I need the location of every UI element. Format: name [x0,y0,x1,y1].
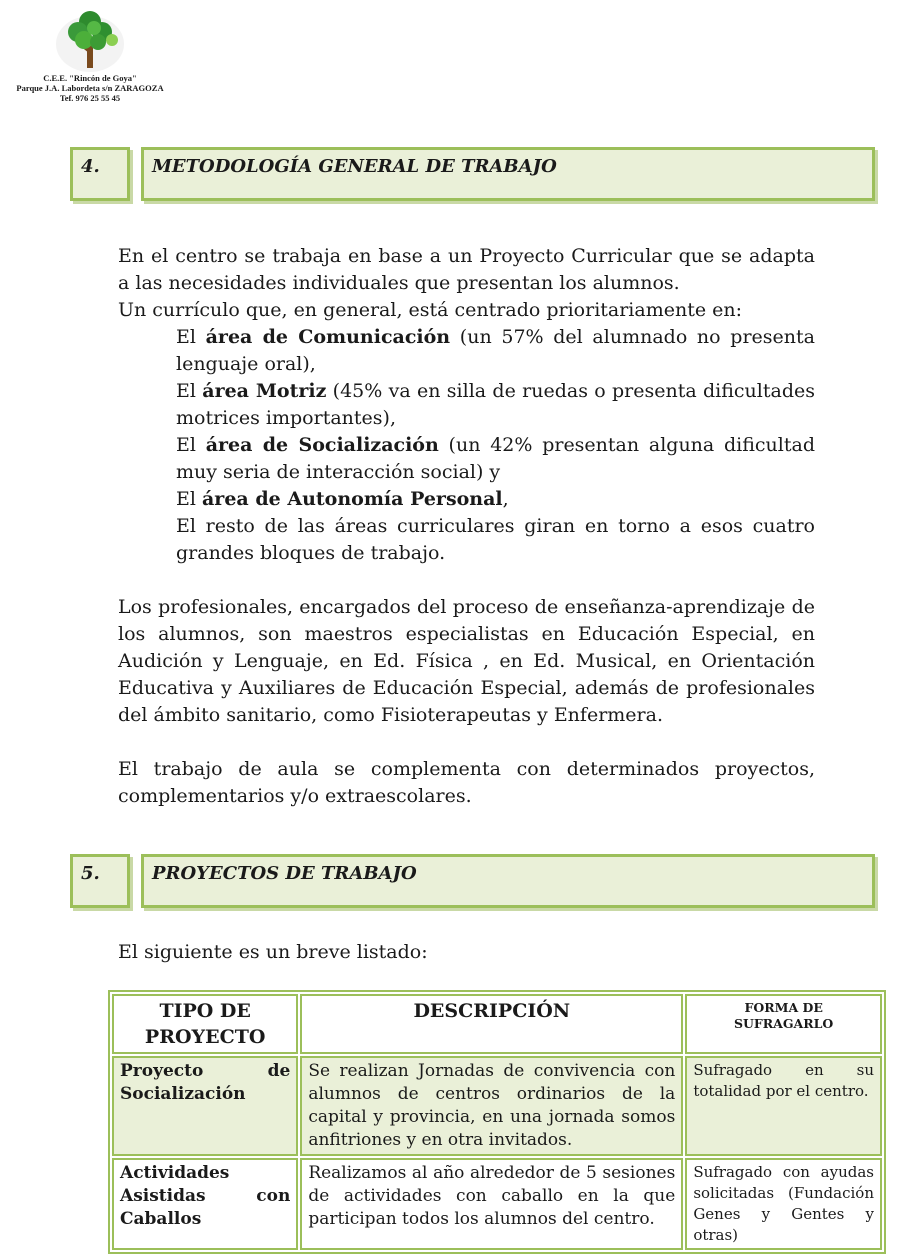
project-funding: Sufragado con ayudas solicitadas (Fundación Genes y Gentes y otras) [685,1158,882,1250]
tree-icon [54,4,126,72]
area-socializacion-label: área de Socialización [205,434,439,456]
paragraph-curriculum: En el centro se trabaja en base a un Proyecto Curricular que se adapta a las necesidades individuales que presentan los alumnos. [118,245,815,294]
section5-number: 5. [81,863,100,884]
paragraph-list-intro: El siguiente es un breve listado: [118,941,428,963]
area-comunicacion-label: área de Comunicación [205,326,451,348]
table-row [112,1056,882,1156]
section5-title-box [141,854,875,908]
section4-number: 4. [81,156,100,177]
section4-title: METODOLOGÍA GENERAL DE TRABAJO [152,156,557,177]
section5-number-box [70,854,130,908]
section4-title-box [141,147,875,201]
header-descripcion: DESCRIPCIÓN [300,994,683,1054]
area-socializacion: El área de Socialización (un 42% presentan alguna dificultad muy seria de interacción social) y [176,434,815,483]
paragraph-other-areas: El resto de las áreas curriculares giran en torno a esos cuatro grandes bloques de trabajo. [176,515,815,564]
logo-address: Parque J.A. Labordeta s/n ZARAGOZA [16,83,164,93]
paragraph-classroom-work: El trabajo de aula se complementa con determinados proyectos, complementarios y/o extraescolares. [118,758,815,807]
logo-phone: Tef. 976 25 55 45 [59,93,121,103]
area-autonomia-label: área de Autonomía Personal [202,488,503,510]
paragraph-professionals: Los profesionales, encargados del proceso de enseñanza-aprendizaje de los alumnos, son maestros especialistas en Educación Especial, en Audición y Lenguaje, en Ed. Física , en Ed. Musical, en Orientación Educativa y Auxiliares de Educación Especial, además de profesionales del ámbito sanitario, como Fisioterapeutas y Enfermera. [118,596,815,726]
project-description: Realizamos al año alrededor de 5 sesiones de actividades con caballo en la que participan todos los alumnos del centro. [300,1158,683,1250]
area-motriz: El área Motriz (45% va en silla de ruedas o presenta dificultades motrices importantes), [176,380,815,429]
project-name: Proyecto de Socialización [112,1056,298,1156]
paragraph-curriculum-focus: Un currículo que, en general, está centrado prioritariamente en: [118,299,743,321]
section4-number-box [70,147,130,201]
area-autonomia: El área de Autonomía Personal, [176,488,509,510]
logo-school-name: C.E.E. "Rincón de Goya" [43,73,137,83]
section5-title: PROYECTOS DE TRABAJO [152,863,417,884]
area-motriz-label: área Motriz [202,380,327,402]
header-forma-sufragarlo: FORMA DE SUFRAGARLO [685,994,882,1054]
table-row [112,1158,882,1250]
school-logo [10,4,170,104]
table-header-row [112,994,882,1054]
project-description: Se realizan Jornadas de convivencia con alumnos de centros ordinarios de la capital y provincia, en una jornada somos anfitriones y en otra invitados. [300,1056,683,1156]
project-name: Actividades Asistidas con Caballos [112,1158,298,1250]
header-tipo-proyecto: TIPO DE PROYECTO [112,994,298,1054]
projects-table [108,990,886,1254]
area-comunicacion: El área de Comunicación (un 57% del alumnado no presenta lenguaje oral), [176,326,815,375]
project-funding: Sufragado en su totalidad por el centro. [685,1056,882,1156]
